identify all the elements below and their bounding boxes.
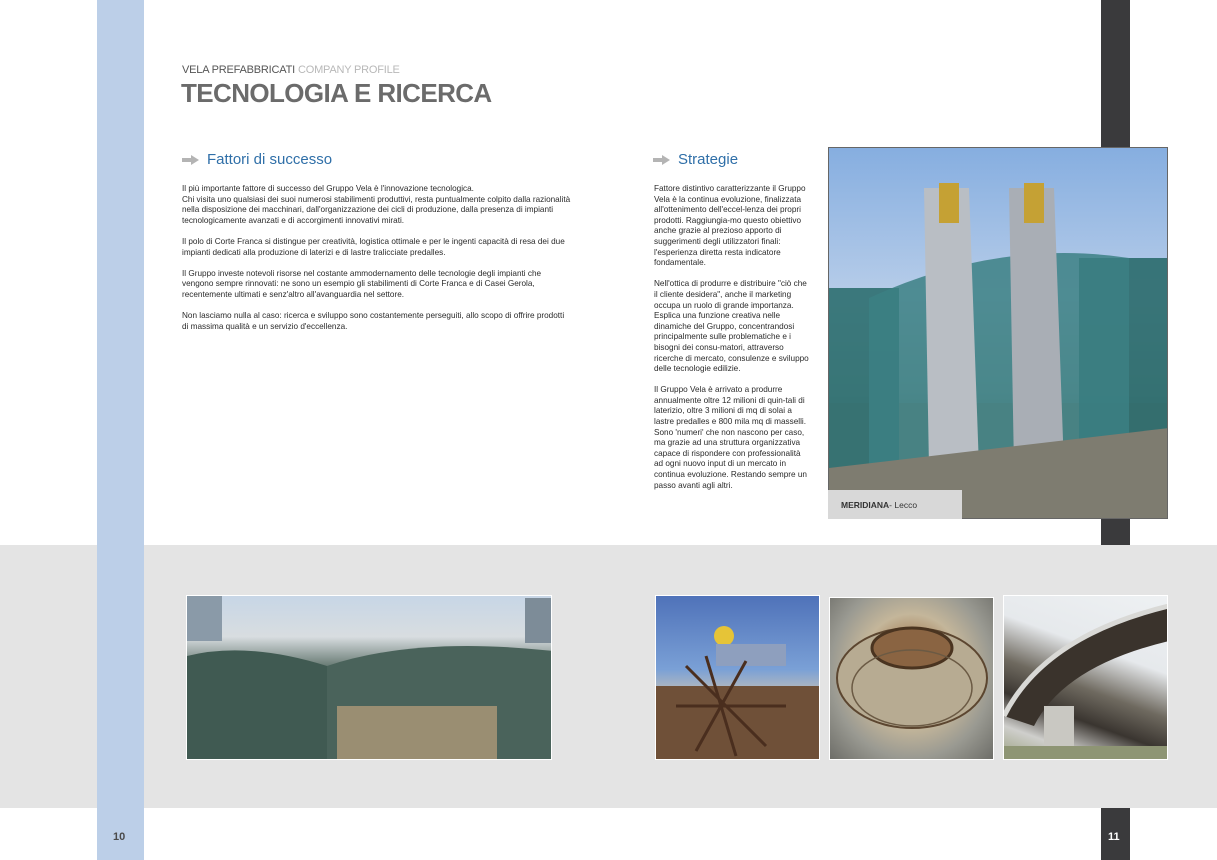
- section-body-strategie: [654, 184, 809, 502]
- caption-name: MERIDIANA: [841, 499, 890, 510]
- section-heading-fattori: [182, 151, 332, 168]
- paragraph: Fattore distintivo caratterizzante il Gruppo Vela è la continua evoluzione, finalizzata all'ottenimento dell'eccel-lenza dei propri prodotti. Raggiungia-mo questo obiettivo anche grazie al prezioso apporto di suggerimenti degli utilizzatori finali: l'esperienza diretta resta indicatore fondamentale.: [654, 184, 806, 268]
- section-label: COMPANY PROFILE: [297, 64, 400, 76]
- arrow-right-icon: [182, 155, 200, 165]
- section-heading-fattori-label: Fattori di successo: [207, 151, 333, 168]
- section-body-fattori: [182, 184, 572, 343]
- paragraph: Il Gruppo investe notevoli risorse nel costante ammodernamento delle tecnologie degli impianti che vengono sempre rinnovati: ne sono un esempio gli stabilimenti di Corte Franca e di Casei Gerola, recentemente ultimati e senz'altro all'avanguardia nel settore.: [182, 268, 542, 299]
- construction-site-illustration: [830, 598, 994, 760]
- meridiana-illustration: [829, 148, 1168, 519]
- section-heading-strategie-label: Strategie: [678, 151, 739, 168]
- left-margin-bar: [97, 0, 144, 860]
- bridge-illustration: [1004, 596, 1168, 760]
- meridiana-photo: [828, 147, 1168, 519]
- paragraph: Nell'ottica di produrre e distribuire "ciò che il cliente desidera", anche il marketing occupa un ruolo di grande importanza. Esplica una funzione creativa nelle dinamiche del Gruppo, concentrandosi principalmente sulle problematiche e i bisogni dei consu-matori, attraverso ricerche di mercato, consulenze e sviluppo delle tecnologie edilizie.: [654, 279, 809, 374]
- page-number-right: 11: [1108, 831, 1120, 843]
- rebar-worker-photo: [655, 595, 820, 760]
- paragraph: Il più importante fattore di successo del Gruppo Vela è l'innovazione tecnologica. Chi visita uno qualsiasi dei suoi numerosi stabilimenti produttivi, resta puntualmente colpito dalla razionalità nella disposizione dei macchinari, dall'organizzazione dei cicli di produzione, dalla presenza di impianti tecnologicamente avanzati e di accorgimenti innovativi mirati.: [182, 184, 571, 225]
- caption-location: - Lecco: [889, 499, 918, 510]
- rebar-worker-illustration: [656, 596, 820, 760]
- bridge-photo: [1003, 595, 1168, 760]
- office-building-illustration: [187, 596, 552, 760]
- page-number-left: 10: [113, 831, 126, 843]
- paragraph: Il polo di Corte Franca si distingue per creatività, logistica ottimale e per le ingenti capacità di resa dei due impianti dedicati alla produzione di laterizi e di lastre tralicciate predalles.: [182, 236, 565, 257]
- construction-site-photo: [829, 597, 994, 760]
- photo-caption: [828, 490, 962, 519]
- paragraph: Non lasciamo nulla al caso: ricerca e sviluppo sono costantemente perseguiti, allo scopo di offrire prodotti di massima qualità e un servizio d'eccellenza.: [182, 311, 565, 331]
- header-label: [182, 64, 400, 76]
- paragraph: Il Gruppo Vela è arrivato a produrre annualmente oltre 12 milioni di quin-tali di laterizio, oltre 3 milioni di mq di solai a lastre predalles e 800 mila mq di masselli. Sono 'numeri' che non nascono per caso, ma grazie ad una struttura organizzativa capace di rispondere con professionalità ad ogni nuovo input di un mercato in continua evoluzione. Restando sempre un passo avanti agli altri.: [654, 385, 807, 490]
- office-building-photo: [186, 595, 552, 760]
- brand-name: VELA PREFABBRICATI: [182, 64, 295, 76]
- arrow-right-icon: [653, 155, 671, 165]
- page-title: TECNOLOGIA E RICERCA: [181, 78, 492, 108]
- section-heading-strategie: [653, 151, 738, 168]
